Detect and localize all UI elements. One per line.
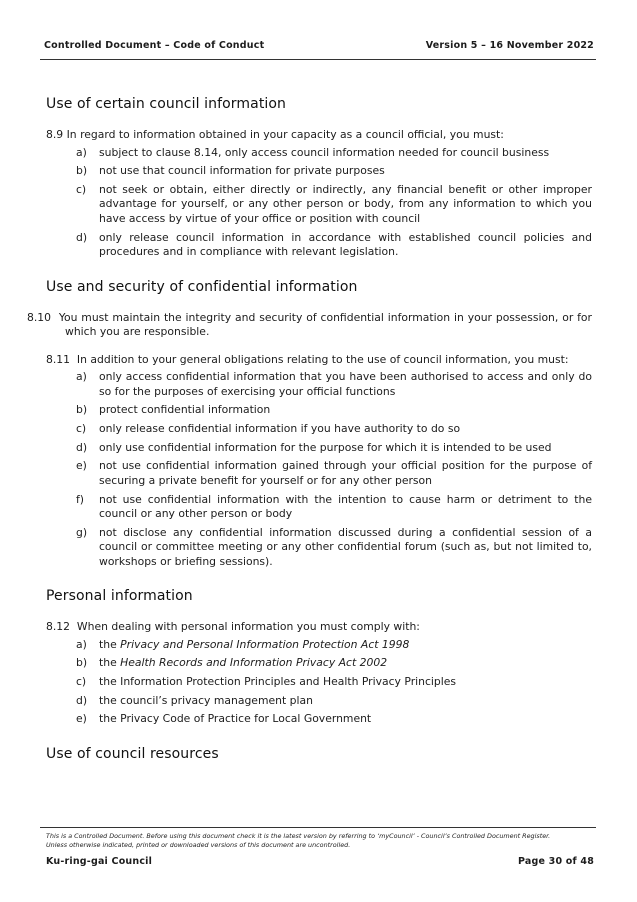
clause-8-11-list (46, 370, 592, 569)
clause-text: When dealing with personal information you must comply with: (76, 620, 420, 634)
list-item (46, 694, 592, 709)
list-item (46, 403, 592, 418)
list-item (46, 164, 592, 179)
item-prefix: the (99, 656, 121, 670)
list-item (46, 656, 592, 671)
item-text: protect confidential information (99, 403, 271, 417)
list-item (46, 638, 592, 653)
clause-8-9-list (46, 146, 592, 260)
clause-text: In addition to your general obligations relating to the use of council information, you must: (76, 352, 569, 366)
item-text: not disclose any confidential information discussed during a confidential session of a council or committee meeting or any other confidential forum (such as, but not limited to, workshops or briefing sessions). (99, 525, 592, 568)
section-heading-council-resources: Use of council resources (46, 745, 219, 762)
page-footer (46, 856, 594, 867)
list-item (46, 370, 592, 399)
clause-8-12 (46, 620, 592, 635)
act-title: Privacy and Personal Information Protection Act 1998 (120, 637, 410, 651)
header-version: Version 5 – 16 November 2022 (425, 40, 594, 51)
item-label: g) (76, 525, 88, 539)
clause-number: 8.12 (46, 620, 71, 634)
list-item (46, 493, 592, 522)
footer-divider (40, 827, 596, 828)
act-title: Health Records and Information Privacy Act 2002 (120, 656, 388, 670)
list-item (46, 422, 592, 437)
section-heading-confidential-information: Use and security of confidential information (46, 278, 358, 295)
item-text: not use confidential information gained through your official position for the purpose of securing a private benefit for yourself or for any other person (99, 459, 592, 487)
clause-text: You must maintain the integrity and security of confidential information in your possession, or for which you are responsible. (58, 310, 592, 339)
item-text: not use that council information for private purposes (99, 164, 385, 178)
item-label: b) (76, 403, 88, 417)
item-label: b) (76, 656, 88, 670)
item-label: b) (76, 164, 88, 178)
document-body (27, 96, 592, 762)
list-item (46, 146, 592, 161)
item-label: d) (76, 693, 88, 707)
item-text (99, 656, 592, 671)
item-label: c) (76, 182, 87, 196)
list-item (46, 712, 592, 727)
section-heading-personal-information: Personal information (46, 588, 193, 605)
item-text: only release confidential information if you have authority to do so (99, 421, 461, 435)
item-text (99, 638, 592, 653)
clause-number: 8.9 (46, 128, 64, 141)
clause-8-11 (46, 353, 592, 368)
list-item (46, 526, 592, 570)
clause-8-12-list (46, 638, 592, 727)
list-item (46, 183, 592, 227)
item-label: a) (76, 145, 87, 159)
item-label: d) (76, 440, 88, 454)
controlled-document-notice (46, 832, 594, 850)
notice-line-1: This is a Controlled Document. Before using this document check it is the latest version by referring to ‘myCouncil’ - Council’s Controlled Document Register. (46, 832, 551, 840)
item-text: only release council information in accordance with established council policies and procedures and in compliance with relevant legislation. (99, 230, 592, 259)
page-number: Page 30 of 48 (518, 856, 594, 867)
notice-line-2: Unless otherwise indicated, printed or downloaded versions of this document are uncontrolled. (46, 840, 351, 849)
item-label: c) (76, 421, 87, 435)
list-item (46, 459, 592, 488)
item-text: the Information Protection Principles and Health Privacy Principles (99, 675, 457, 689)
clause-number: 8.11 (46, 352, 71, 366)
clause-number: 8.10 (27, 310, 52, 324)
item-label: e) (76, 459, 87, 473)
header-document-title: Controlled Document – Code of Conduct (44, 40, 265, 51)
item-label: e) (76, 712, 87, 726)
item-label: a) (76, 637, 87, 651)
list-item (46, 231, 592, 260)
list-item (46, 441, 592, 456)
item-text: not seek or obtain, either directly or indirectly, any financial benefit or other improper advantage for yourself, or any other person or body, from any information to which you have access by virtue of your office or position with council (99, 182, 592, 225)
item-text: the council’s privacy management plan (99, 693, 313, 707)
list-item (46, 675, 592, 690)
item-label: f) (76, 492, 85, 506)
clause-text: In regard to information obtained in your capacity as a council official, you must: (66, 128, 504, 141)
clause-8-9 (46, 128, 592, 143)
item-text: subject to clause 8.14, only access council information needed for council business (99, 145, 550, 159)
item-text: only access confidential information that you have been authorised to access and only do so for the purposes of exercising your official functions (99, 370, 592, 398)
header-divider (40, 59, 596, 60)
item-label: d) (76, 230, 88, 244)
item-label: c) (76, 675, 87, 689)
item-label: a) (76, 370, 87, 384)
item-text: the Privacy Code of Practice for Local Government (99, 712, 372, 726)
item-prefix: the (99, 637, 121, 651)
clause-8-10 (27, 310, 592, 340)
footer-organisation: Ku-ring-gai Council (46, 856, 153, 867)
item-text: not use confidential information with the intention to cause harm or detriment to the council or any other person or body (99, 492, 592, 520)
item-text: only use confidential information for the purpose for which it is intended to be used (99, 440, 552, 454)
section-heading-council-information: Use of certain council information (46, 96, 287, 112)
page-header (44, 40, 594, 51)
